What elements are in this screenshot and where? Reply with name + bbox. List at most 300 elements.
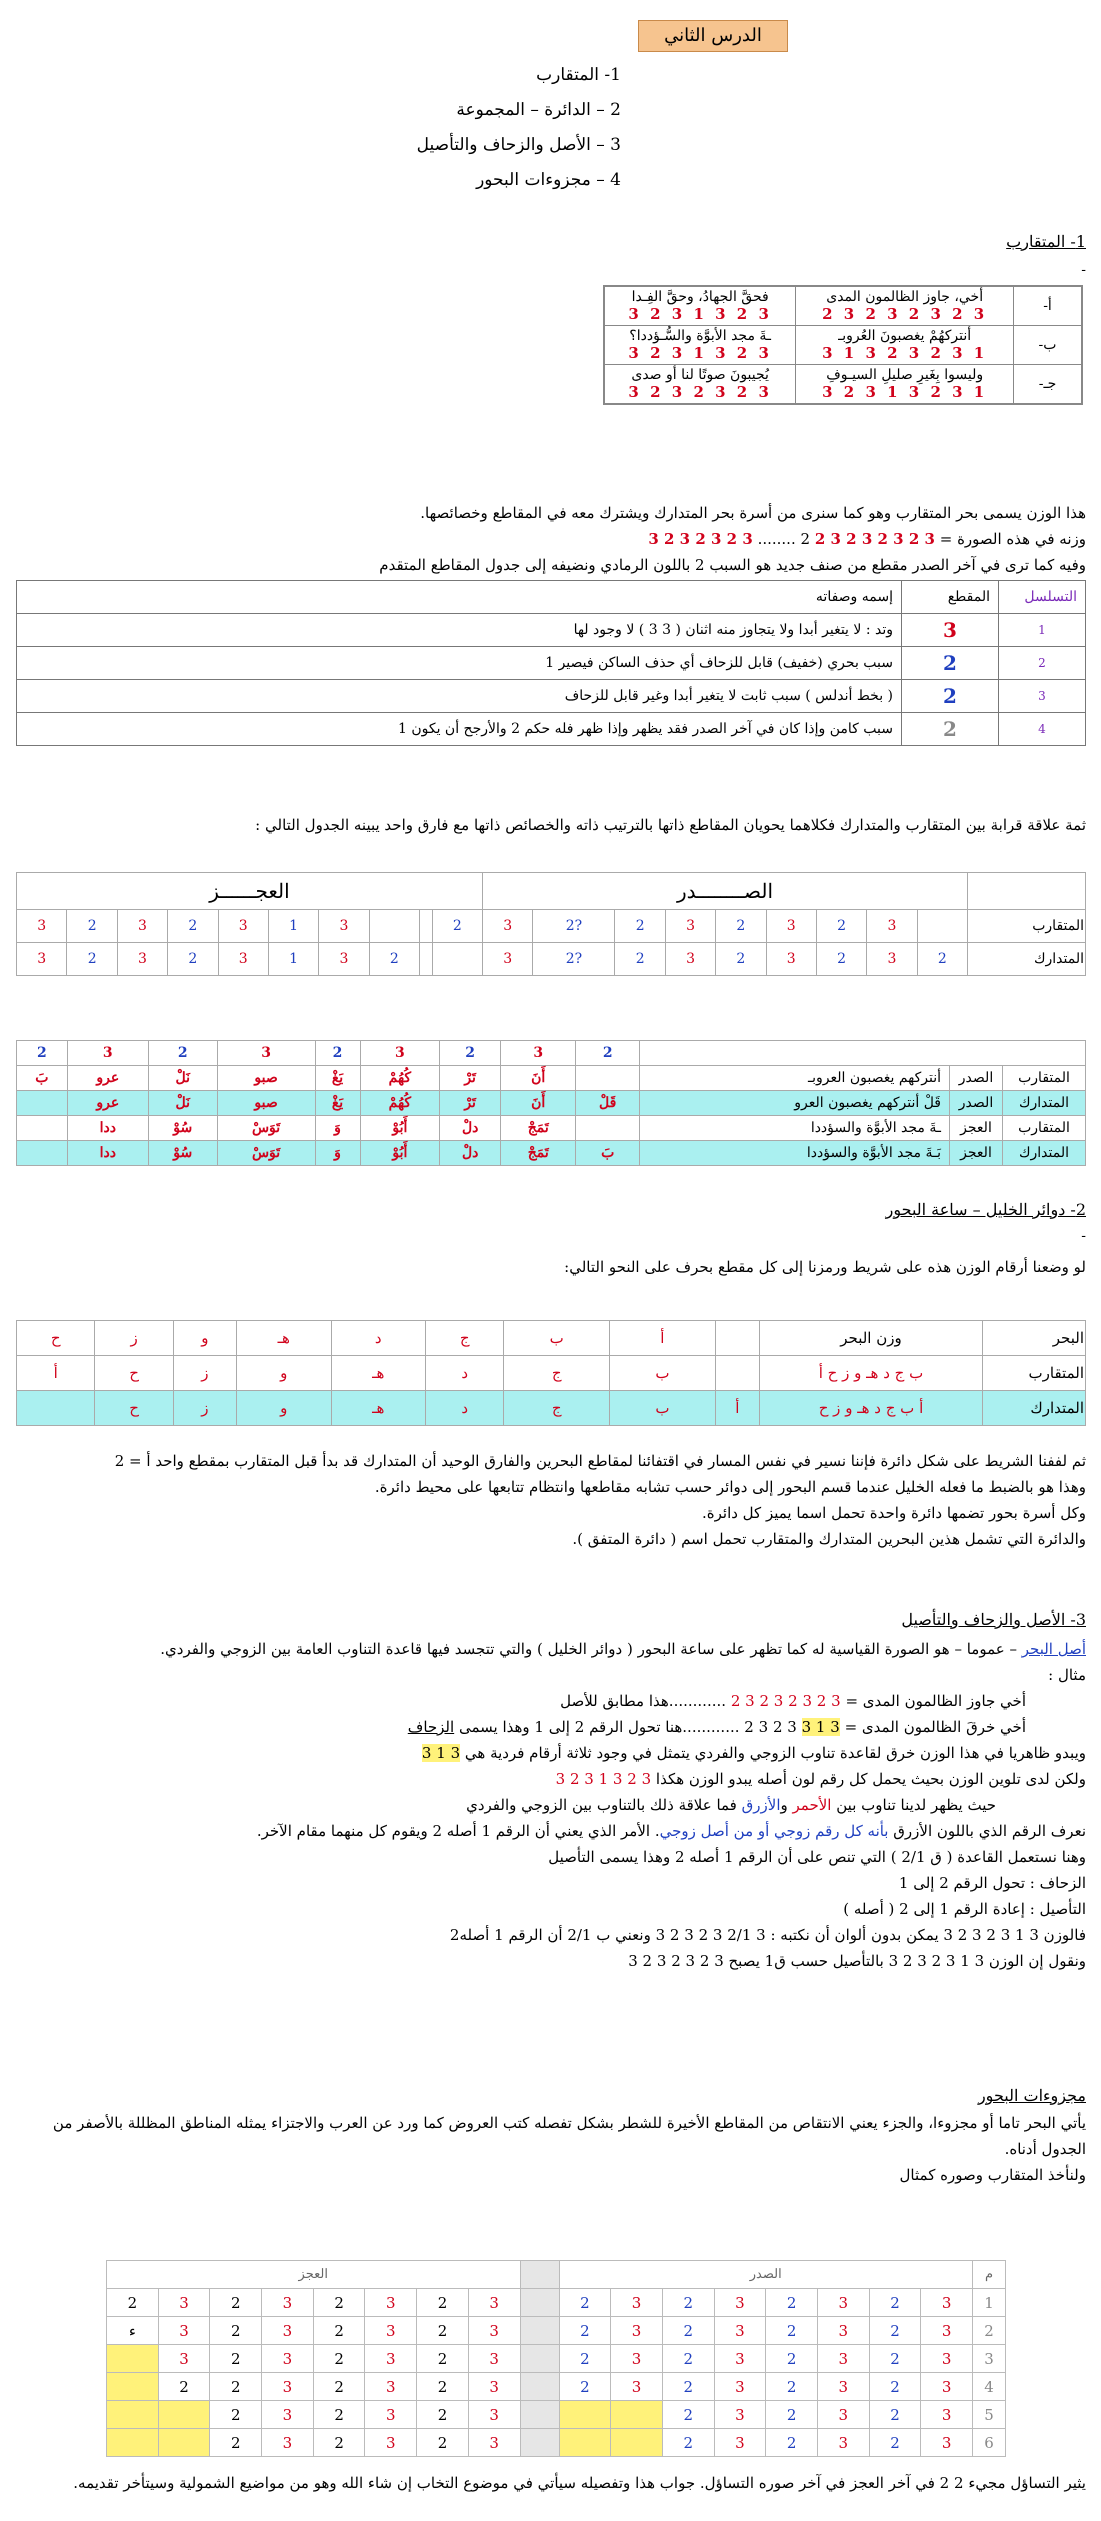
syllable-cell: تَرْ bbox=[440, 1091, 501, 1116]
meter-cell bbox=[369, 910, 419, 943]
meter-cell: 3 bbox=[867, 943, 917, 976]
meter-cell: 2 bbox=[369, 943, 419, 976]
syllable-cell: تَمَجْ bbox=[501, 1116, 576, 1141]
row-number: 5 bbox=[973, 2401, 1006, 2429]
toc-item: 4 – مجزوءات البحور bbox=[476, 170, 621, 190]
column-header: المقطع bbox=[902, 581, 999, 614]
paragraph: لو وضعنا أرقام الوزن هذه على شريط ورمزنا إلى كل مقطع بحرف على النحو التالي: bbox=[564, 1258, 1086, 1276]
syllable-cell bbox=[17, 1116, 68, 1141]
meter-cell: 3 bbox=[468, 2373, 520, 2401]
majzuat-table bbox=[106, 2260, 1006, 2457]
syllable-cell: تَوَسْ bbox=[217, 1141, 315, 1166]
verse-first-hemistich bbox=[796, 326, 1014, 365]
meter-cell: 3 bbox=[611, 2345, 663, 2373]
row-number: 1 bbox=[999, 614, 1086, 647]
meter-cell: 2 bbox=[168, 943, 218, 976]
meter-cell: 3 bbox=[262, 2429, 314, 2457]
verse-mark: أ- bbox=[1014, 286, 1083, 326]
verse-line: ـةَ مجد الأبوَّة والسؤددا bbox=[640, 1116, 950, 1141]
meter-cell: 2 bbox=[559, 2317, 611, 2345]
sadr-header: الصــــــــدر bbox=[483, 873, 968, 910]
section-heading: مجزوءات البحور bbox=[977, 2086, 1086, 2105]
meter-cell: 2 bbox=[417, 2429, 469, 2457]
meter-cell: 3 bbox=[665, 943, 715, 976]
meter-cell: 3 bbox=[158, 2317, 210, 2345]
syllable-cell: نَلْ bbox=[148, 1091, 217, 1116]
meter-cell: 3 bbox=[921, 2401, 973, 2429]
syllable-cell bbox=[576, 1116, 640, 1141]
syllable-cell: تَرْ bbox=[440, 1066, 501, 1091]
verse-row bbox=[604, 365, 1082, 405]
meter-cell: ?2 bbox=[533, 910, 615, 943]
paragraph: التأصيل : إعادة الرقم 1 إلى 2 ( أصله ) bbox=[843, 1900, 1086, 1918]
table-row bbox=[17, 1391, 1086, 1426]
syllable-value: 3 bbox=[902, 614, 999, 647]
syllable-cell: عرو bbox=[67, 1066, 148, 1091]
row-number: 3 bbox=[999, 680, 1086, 713]
meter-cell: 2 bbox=[168, 910, 218, 943]
meter-cell: 3 bbox=[817, 2289, 869, 2317]
meter-cell: 3 bbox=[483, 910, 533, 943]
toc-item: 1- المتقارب bbox=[536, 65, 621, 85]
meter-cell: 2 bbox=[107, 2289, 159, 2317]
meter-cell: 2 bbox=[869, 2345, 921, 2373]
letter-cell: ب bbox=[504, 1321, 610, 1356]
meter-cell: 3 bbox=[714, 2345, 766, 2373]
letter-cell: ح bbox=[17, 1321, 95, 1356]
syllable-cell: أَنَ bbox=[501, 1066, 576, 1091]
meter-cell: 2 bbox=[869, 2401, 921, 2429]
paragraph: وهنا نستعمل القاعدة ( ق 2/1 ) التي تنص على أن الرقم 1 أصله 2 وهذا يسمى التأصيل bbox=[548, 1848, 1086, 1866]
meter-cell: 2 bbox=[67, 943, 117, 976]
section-heading: 2- دوائر الخليل – ساعة البحور bbox=[885, 1200, 1086, 1219]
meter-cell: 2 bbox=[210, 2345, 262, 2373]
row-number: 4 bbox=[973, 2373, 1006, 2401]
letter-cell: أ bbox=[715, 1391, 759, 1426]
meter-cell: 2 bbox=[17, 1041, 68, 1066]
paragraph: ثمة علاقة قرابة بين المتقارب والمتدارك فكلاهما يحويان المقاطع ذاتها بالترتيب ذاته والخصائص ذاتها مع فارق واحد يبينه الجدول التالي : bbox=[255, 816, 1086, 834]
meter-cell bbox=[107, 2345, 159, 2373]
meter-cell: ?2 bbox=[533, 943, 615, 976]
meter-cell: 2 bbox=[313, 2373, 365, 2401]
letter-cell: هـ bbox=[236, 1321, 331, 1356]
verse-text: أخي، جاوز الظالمون المدى bbox=[826, 289, 984, 305]
meter-cell: 3 bbox=[365, 2401, 417, 2429]
table-row bbox=[107, 2345, 1006, 2373]
column-header: العجز bbox=[107, 2261, 521, 2289]
row-number: 6 bbox=[973, 2429, 1006, 2457]
meter-cell: 3 bbox=[67, 1041, 148, 1066]
section-heading: 3- الأصل والزحاف والتأصيل bbox=[901, 1610, 1086, 1629]
syllable-value: 2 bbox=[902, 647, 999, 680]
example-line: أخي جاوز الظالمون المدى = 3 2 3 2 3 2 3 2 ............هذا مطابق للأصل bbox=[560, 1692, 1026, 1710]
meter-cell: 2 bbox=[816, 910, 866, 943]
meter-cell: 3 bbox=[921, 2317, 973, 2345]
meter-cell: 3 bbox=[817, 2317, 869, 2345]
meter-cell: 2 bbox=[766, 2289, 818, 2317]
bahr-name: المتقارب bbox=[983, 1356, 1086, 1391]
verse-first-hemistich bbox=[796, 286, 1014, 326]
letter-cell: د bbox=[426, 1356, 504, 1391]
paragraph: فالوزن 3 1 3 2 3 2 3 يمكن بدون ألوان أن نكتبه : 3 2/1 3 2 3 2 3 ونعني ب 2/1 أن الرقم 1 أصله2 bbox=[449, 1926, 1086, 1944]
meter-cell: 2 bbox=[417, 2317, 469, 2345]
verse-meter-numbers: 3 2 3 1 3 2 3 bbox=[628, 305, 772, 323]
meter-cell: 3 bbox=[365, 2345, 417, 2373]
gap-cell bbox=[520, 2261, 559, 2289]
letter-cell: و bbox=[236, 1391, 331, 1426]
paragraph: نعرف الرقم الذي باللون الأزرق بأنه كل رقم زوجي أو من أصل زوجي. الأمر الذي يعني أن الرقم 1 أصله 2 ويقوم كل منهما مقام الآخر. bbox=[256, 1822, 1086, 1840]
verse-mark: جـ- bbox=[1014, 365, 1083, 405]
meter-cell: 2 bbox=[315, 1041, 360, 1066]
table-of-contents bbox=[361, 58, 621, 198]
meter-cell: 1 bbox=[268, 910, 318, 943]
letter-cell: ح bbox=[95, 1356, 173, 1391]
gap-cell bbox=[520, 2317, 559, 2345]
letter-cell: ب bbox=[610, 1356, 716, 1391]
meter-cell: 2 bbox=[766, 2429, 818, 2457]
meter-cell: 2 bbox=[67, 910, 117, 943]
syllable-cell: كُهُمْ bbox=[360, 1091, 440, 1116]
meter-cell: 2 bbox=[766, 2373, 818, 2401]
meter-cell: 3 bbox=[217, 1041, 315, 1066]
meter-cell: 3 bbox=[921, 2345, 973, 2373]
syllable-cell: تَمَجْ bbox=[501, 1141, 576, 1166]
letter-cell: ج bbox=[504, 1391, 610, 1426]
syllable-cell: دلْ bbox=[440, 1141, 501, 1166]
syllable-cell: سُوْ bbox=[148, 1141, 217, 1166]
meter-cell: 3 bbox=[158, 2345, 210, 2373]
meter-cell: 2 bbox=[615, 943, 665, 976]
row-number: 1 bbox=[973, 2289, 1006, 2317]
syllable-cell: قَلْ bbox=[576, 1091, 640, 1116]
section4-body bbox=[11, 2110, 1086, 2188]
verse-line: بَـةَ مجد الأبوَّة والسؤددا bbox=[640, 1141, 950, 1166]
part-name: الصدر bbox=[950, 1066, 1003, 1091]
table-row bbox=[17, 680, 1086, 713]
meter-cell bbox=[107, 2429, 159, 2457]
syllable-value: 2 bbox=[902, 713, 999, 746]
row-number: 2 bbox=[999, 647, 1086, 680]
section3-body bbox=[11, 1636, 1086, 1974]
letter-cell bbox=[17, 1391, 95, 1426]
column-header: م bbox=[973, 2261, 1006, 2289]
meter-cell: 2 bbox=[559, 2345, 611, 2373]
meter-cell: 3 bbox=[262, 2317, 314, 2345]
meter-cell: 2 bbox=[313, 2401, 365, 2429]
meter-cell bbox=[158, 2429, 210, 2457]
meter-cell: 2 bbox=[417, 2345, 469, 2373]
meter-cell: 2 bbox=[662, 2401, 714, 2429]
verse-mark: ب- bbox=[1014, 326, 1083, 365]
definition: أصل البحر – عموما – هو الصورة القياسية له كما تظهر على ساعة البحور ( دوائر الخليل ) والتي تتجسد فيها قاعدة التناوب العامة بين الزوجي والفردي. bbox=[160, 1640, 1086, 1658]
syllable-cell bbox=[17, 1091, 68, 1116]
table-row bbox=[17, 910, 1086, 943]
column-header: التسلسل bbox=[999, 581, 1086, 614]
table-row bbox=[107, 2373, 1006, 2401]
table-row bbox=[17, 647, 1086, 680]
meter-cell: 3 bbox=[117, 910, 167, 943]
letter-cell: و bbox=[236, 1356, 331, 1391]
verse-split-table bbox=[16, 1040, 1086, 1166]
meter-cell: 3 bbox=[714, 2401, 766, 2429]
meter-cell: 2 bbox=[662, 2317, 714, 2345]
meter-cell: 3 bbox=[921, 2429, 973, 2457]
meter-cell: 3 bbox=[766, 943, 816, 976]
meter-cell: 2 bbox=[766, 2345, 818, 2373]
meter-cell: 2 bbox=[148, 1041, 217, 1066]
table-row bbox=[107, 2289, 1006, 2317]
meter-cell: 3 bbox=[468, 2317, 520, 2345]
syllable-description: وتد : لا يتغير أبدا ولا يتجاوز منه اثنان ( 3 3 ) لا وجود لها bbox=[17, 614, 902, 647]
meter-cell: 2 bbox=[662, 2429, 714, 2457]
meter-cell bbox=[107, 2401, 159, 2429]
meter-cell: 2 bbox=[869, 2429, 921, 2457]
bahr-name: المتقارب bbox=[1003, 1066, 1086, 1091]
paragraph: الجدول أدناه. bbox=[1004, 2140, 1086, 2158]
syllable-cell: يَغْ bbox=[315, 1091, 360, 1116]
verse-meter-numbers: 3 2 3 1 3 2 3 bbox=[628, 344, 772, 362]
syllable-description: ( بخط أندلس ) سبب ثابت لا يتغير أبدا وغير قابل للزحاف bbox=[17, 680, 902, 713]
table-header-row bbox=[17, 873, 1086, 910]
meter-cell: 3 bbox=[921, 2289, 973, 2317]
gap-cell bbox=[520, 2373, 559, 2401]
letter-cell: هـ bbox=[331, 1391, 426, 1426]
meter-cell bbox=[419, 943, 432, 976]
verse-meter-numbers: 1 3 2 3 1 3 2 3 bbox=[822, 383, 988, 401]
empty-cell bbox=[715, 1321, 759, 1356]
meter-cell: 3 bbox=[501, 1041, 576, 1066]
example-label: مثال : bbox=[1048, 1666, 1086, 1684]
meter-cell: 2 bbox=[716, 943, 766, 976]
meter-cell: 2 bbox=[210, 2373, 262, 2401]
verse-meter-numbers: 1 3 2 3 2 3 1 3 bbox=[822, 344, 988, 362]
row-number: 4 bbox=[999, 713, 1086, 746]
bahr-wazn: ب ج د هـ و ز ح أ bbox=[760, 1356, 983, 1391]
section-dash: - bbox=[1081, 262, 1086, 278]
meter-cell: 3 bbox=[365, 2289, 417, 2317]
meter-cell: 2 bbox=[917, 943, 967, 976]
bahr-name: المتدارك bbox=[1003, 1141, 1086, 1166]
letter-cell: أ bbox=[610, 1321, 716, 1356]
syllable-cell: بَ bbox=[17, 1066, 68, 1091]
meter-cell: 2 bbox=[313, 2317, 365, 2345]
verse-text: وليسوا بِغَيرِ صليلِ السيـوفِ bbox=[826, 367, 984, 383]
meter-cell: 2 bbox=[440, 1041, 501, 1066]
meter-cell bbox=[559, 2401, 611, 2429]
meter-cell: 2 bbox=[662, 2373, 714, 2401]
meter-cell: 2 bbox=[662, 2345, 714, 2373]
syllable-description: سبب كامن وإذا كان في آخر الصدر فقد يظهر وإذا ظهر فله حكم 2 والأرجح أن يكون 1 bbox=[17, 713, 902, 746]
meter-cell: 3 bbox=[17, 943, 67, 976]
syllable-cell: ددا bbox=[67, 1141, 148, 1166]
meter-cell: 3 bbox=[262, 2345, 314, 2373]
meter-cell: 2 bbox=[869, 2317, 921, 2345]
comparison-table bbox=[16, 872, 1086, 976]
meter-cell: 3 bbox=[158, 2289, 210, 2317]
verse-row bbox=[604, 326, 1082, 365]
syllable-value: 2 bbox=[902, 680, 999, 713]
section-heading: 1- المتقارب bbox=[1006, 232, 1086, 251]
meter-cell: 3 bbox=[365, 2317, 417, 2345]
paragraph: والدائرة التي تشمل هذين البحرين المتدارك والمتقارب تحمل اسم ( دائرة المتفق ). bbox=[572, 1530, 1086, 1548]
meter-cell: 3 bbox=[262, 2373, 314, 2401]
syllable-cell: بَ bbox=[576, 1141, 640, 1166]
letter-cell: د bbox=[331, 1321, 426, 1356]
syllable-cell: دلْ bbox=[440, 1116, 501, 1141]
meter-cell: 2 bbox=[816, 943, 866, 976]
table-row bbox=[17, 943, 1086, 976]
toc-item: 2 – الدائرة – المجموعة bbox=[456, 100, 621, 120]
verse-second-hemistich bbox=[604, 326, 796, 365]
meter-cell: 3 bbox=[867, 910, 917, 943]
ajuz-header: العجــــــز bbox=[17, 873, 483, 910]
letter-cell: ج bbox=[426, 1321, 504, 1356]
meter-cell: 3 bbox=[218, 943, 268, 976]
table-row bbox=[17, 1356, 1086, 1391]
verse-first-hemistich bbox=[796, 365, 1014, 405]
syllable-cell: تَوَسْ bbox=[217, 1116, 315, 1141]
verse-text: أنتركهُمْ يغصبونَ العُروبـ bbox=[838, 328, 972, 344]
verse-row bbox=[604, 286, 1082, 326]
meter-cell: 3 bbox=[611, 2289, 663, 2317]
bahr-wazn: أ ب ج د هـ و ز ح bbox=[760, 1391, 983, 1426]
verses-table bbox=[603, 285, 1083, 405]
syllable-cell: سُوْ bbox=[148, 1116, 217, 1141]
meter-cell: 2 bbox=[766, 2401, 818, 2429]
meter-cell: 2 bbox=[417, 2373, 469, 2401]
gap-cell bbox=[520, 2429, 559, 2457]
letter-cell: و bbox=[173, 1321, 236, 1356]
syllable-cell bbox=[576, 1066, 640, 1091]
meter-cell: 2 bbox=[432, 910, 482, 943]
row-number: 2 bbox=[973, 2317, 1006, 2345]
row-number: 3 bbox=[973, 2345, 1006, 2373]
paragraph: وزنه في هذه الصورة = 3 2 3 2 3 2 3 2 2 ........ 3 2 3 2 3 2 3 bbox=[648, 530, 1086, 548]
letter-cell: ز bbox=[173, 1391, 236, 1426]
table-row bbox=[107, 2317, 1006, 2345]
bahr-name: المتدارك bbox=[1003, 1091, 1086, 1116]
circle-paragraphs bbox=[16, 1448, 1086, 1552]
syllable-cell: صبو bbox=[217, 1066, 315, 1091]
gap-cell bbox=[520, 2345, 559, 2373]
lesson-title: الدرس الثاني bbox=[638, 20, 788, 52]
meter-cell: 3 bbox=[817, 2401, 869, 2429]
meter-cell: 2 bbox=[615, 910, 665, 943]
meter-cell: 3 bbox=[468, 2345, 520, 2373]
verse-line: قَلْ أنتركهم يغصبون العرو bbox=[640, 1091, 950, 1116]
verse-text: ـةَ مجد الأبوَّة والسُّـؤددا؟ bbox=[629, 328, 772, 344]
paragraph: الزحاف : تحول الرقم 2 إلى 1 bbox=[898, 1874, 1086, 1892]
meter-cell: 3 bbox=[319, 910, 369, 943]
meter-cell: 2 bbox=[210, 2429, 262, 2457]
paragraph: ولكن لدى تلوين الوزن بحيث يحمل كل رقم لون أصله يبدو الوزن هكذا 3 2 3 1 3 2 3 bbox=[555, 1770, 1086, 1788]
gap-cell bbox=[520, 2289, 559, 2317]
syllable-cell: صبو bbox=[217, 1091, 315, 1116]
meter-cell bbox=[611, 2401, 663, 2429]
syllable-cell: نَلْ bbox=[148, 1066, 217, 1091]
letter-cell: ز bbox=[173, 1356, 236, 1391]
column-header: البحر bbox=[983, 1321, 1086, 1356]
table-header-row bbox=[17, 1041, 1086, 1066]
paragraph: حيث يظهر لدينا تناوب بين الأحمر والأزرق فما علاقة ذلك بالتناوب بين الزوجي والفردي bbox=[466, 1796, 996, 1814]
syllable-cell: يَغْ bbox=[315, 1066, 360, 1091]
letter-cell: أ bbox=[17, 1356, 95, 1391]
meter-cell: 3 bbox=[262, 2289, 314, 2317]
meter-cell: 2 bbox=[313, 2429, 365, 2457]
verse-text: فحقَّ الجهادُ، وحقَّ الفِـدا bbox=[631, 289, 769, 305]
meter-cell: 3 bbox=[921, 2373, 973, 2401]
table-row bbox=[17, 1066, 1086, 1091]
example-line: أخي خرقَ الظالمون المدى = 3 1 3 3 2 3 2 ............هنا تحول الرقم 2 إلى 1 وهذا يسمى الزحاف bbox=[407, 1718, 1026, 1736]
toc-item: 3 – الأصل والزحاف والتأصيل bbox=[416, 135, 621, 155]
paragraph: ويبدو ظاهريا في هذا الوزن خرق لقاعدة تناوب الزوجي والفردي يتمثل في وجود ثلاثة أرقام فردية هي 3 1 3 bbox=[421, 1744, 1086, 1762]
bahr-name: المتقارب bbox=[1003, 1116, 1086, 1141]
syllable-cell: وَ bbox=[315, 1116, 360, 1141]
meter-cell: 3 bbox=[714, 2373, 766, 2401]
syllable-cell: عرو bbox=[67, 1091, 148, 1116]
syllable-cell: كُهُمْ bbox=[360, 1066, 440, 1091]
paragraph: يأتي البحر تاما أو مجزوءا، والجزء يعني الانتقاص من المقاطع الأخيرة للشطر بشكل تفصله كتب العروض كما ورد عن العرب والاجتزاء يمثله المناطق المظللة بالأصفر من bbox=[52, 2114, 1086, 2132]
verse-line: أنتركهم يغصبون العروبـ bbox=[640, 1066, 950, 1091]
meter-cell: 3 bbox=[714, 2317, 766, 2345]
column-header: الصدر bbox=[559, 2261, 973, 2289]
meter-cell: 2 bbox=[210, 2317, 262, 2345]
verse-second-hemistich bbox=[604, 365, 796, 405]
letter-cell: ج bbox=[504, 1356, 610, 1391]
meter-cell: 3 bbox=[117, 943, 167, 976]
syllable-cell bbox=[17, 1141, 68, 1166]
meter-cell: 2 bbox=[766, 2317, 818, 2345]
syllable-cell: ددا bbox=[67, 1116, 148, 1141]
table-row bbox=[17, 1141, 1086, 1166]
part-name: العجز bbox=[950, 1141, 1003, 1166]
meter-cell: 3 bbox=[365, 2429, 417, 2457]
table-row bbox=[17, 1091, 1086, 1116]
meter-cell: 2 bbox=[559, 2373, 611, 2401]
table-row bbox=[17, 1116, 1086, 1141]
meter-cell: 2 bbox=[417, 2401, 469, 2429]
meter-cell: 2 bbox=[662, 2289, 714, 2317]
section-dash: - bbox=[1081, 1228, 1086, 1244]
meter-cell: 3 bbox=[468, 2401, 520, 2429]
meter-cell: 3 bbox=[319, 943, 369, 976]
verse-meter-numbers: 3 2 3 2 3 2 3 bbox=[628, 383, 772, 401]
meter-cell: 2 bbox=[210, 2289, 262, 2317]
paragraph: وكل أسرة بحور تضمها دائرة واحدة تحمل اسما يميز كل دائرة. bbox=[701, 1504, 1086, 1522]
gap-cell bbox=[520, 2401, 559, 2429]
letter-cell: ح bbox=[95, 1391, 173, 1426]
meter-cell: 3 bbox=[817, 2429, 869, 2457]
paragraph: ولنأخذ المتقارب وصوره كمثال bbox=[899, 2166, 1086, 2184]
meter-cell: 3 bbox=[17, 910, 67, 943]
letter-cell: ب bbox=[610, 1391, 716, 1426]
table-row bbox=[17, 713, 1086, 746]
meter-cell: 3 bbox=[365, 2373, 417, 2401]
paragraph: وهذا هو بالضبط ما فعله الخليل عندما قسم البحور إلى دوائر حسب تشابه مقاطعها وانتظام تتابعها على محيط دائرة. bbox=[374, 1478, 1086, 1496]
meter-cell: 3 bbox=[817, 2373, 869, 2401]
meter-cell: 3 bbox=[714, 2429, 766, 2457]
syllable-table bbox=[16, 580, 1086, 746]
letter-cell: د bbox=[426, 1391, 504, 1426]
meter-cell: 2 bbox=[313, 2345, 365, 2373]
table-header-row bbox=[17, 1321, 1086, 1356]
meter-cell: 3 bbox=[817, 2345, 869, 2373]
meter-cell: 3 bbox=[468, 2429, 520, 2457]
part-name: العجز bbox=[950, 1116, 1003, 1141]
paragraph: ثم لففنا الشريط على شكل دائرة فإننا نسير في نفس المسار في اقتفائنا لمقاطع البحرين والفارق الوحيد أن المتدارك قد بدأ قبل المتقارب بمقطع واحد أ = 2 bbox=[114, 1452, 1086, 1470]
meter-cell bbox=[432, 943, 482, 976]
row-label: المتدارك bbox=[968, 943, 1086, 976]
